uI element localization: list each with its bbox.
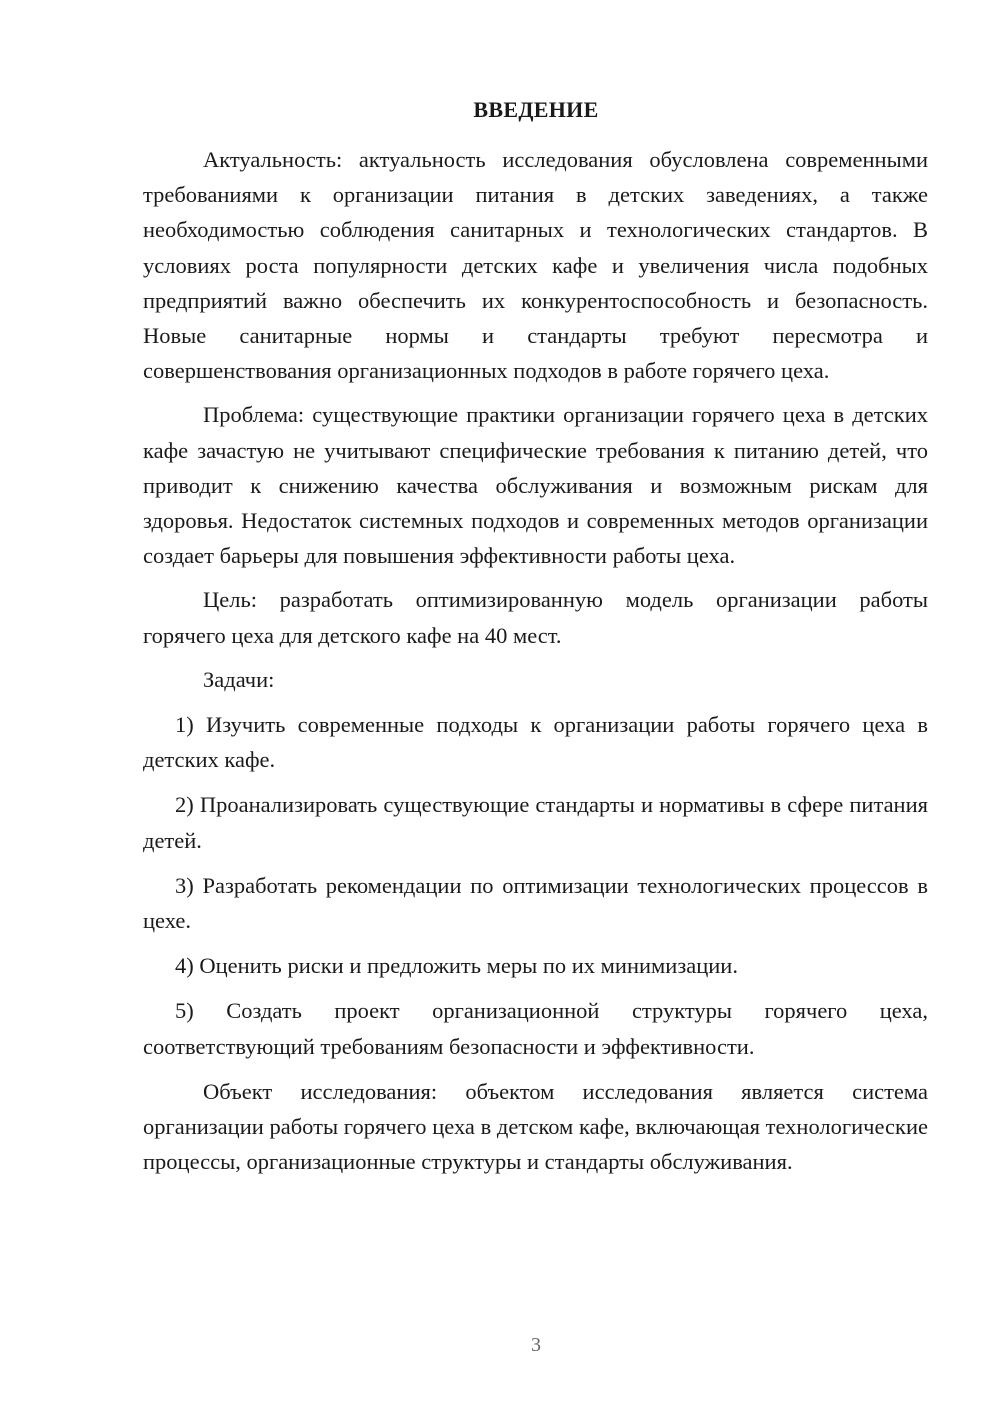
task-item-2: 2) Проанализировать существующие стандарты и нормативы в сфере питания детей. (143, 792, 928, 853)
task-item-4: 4) Оценить риски и предложить меры по их минимизации. (175, 953, 738, 979)
task-item-5: 5) Создать проект организационной структуры горячего цеха, соответствующий требованиям безопасности и эффективности. (143, 998, 928, 1059)
paragraph-goal: Цель: разработать оптимизированную модель организации работы горячего цеха для детского кафе на 40 мест. (143, 587, 928, 648)
document-body (143, 142, 928, 1188)
page-number: 3 (531, 1334, 541, 1356)
paragraph-object: Объект исследования: объектом исследования является система организации работы горячего цеха в детском кафе, включающая технологические процессы, организационные структуры и стандарты обслуживания. (143, 1078, 928, 1175)
tasks-heading: Задачи: (203, 666, 275, 692)
task-item-3: 3) Разработать рекомендации по оптимизации технологических процессов в цехе. (143, 872, 928, 934)
paragraph-problem: Проблема: существующие практики организации горячего цеха в детских кафе зачастую не учитывают специфические требования к питанию детей, что приводит к снижению качества обслуживания и возможным рискам для здоровья. Недостаток системных подходов и современных методов организации создает барьеры для повышения эффективности работы цеха. (143, 402, 928, 569)
paragraph-relevance: Актуальность: актуальность исследования обусловлена современными требованиями к организации питания в детских заведениях, а также необходимостью соблюдения санитарных и технологических стандартов. В условиях роста популярности детских кафе и увеличения числа подобных предприятий важно обеспечить их конкурентоспособность и безопасность. Новые санитарные нормы и стандарты требуют пересмотра и совершенствования организационных подходов в работе горячего цеха. (143, 147, 928, 384)
section-title: ВВЕДЕНИЕ (473, 97, 599, 122)
task-item-1: 1) Изучить современные подходы к организации работы горячего цеха в детских кафе. (143, 712, 928, 773)
